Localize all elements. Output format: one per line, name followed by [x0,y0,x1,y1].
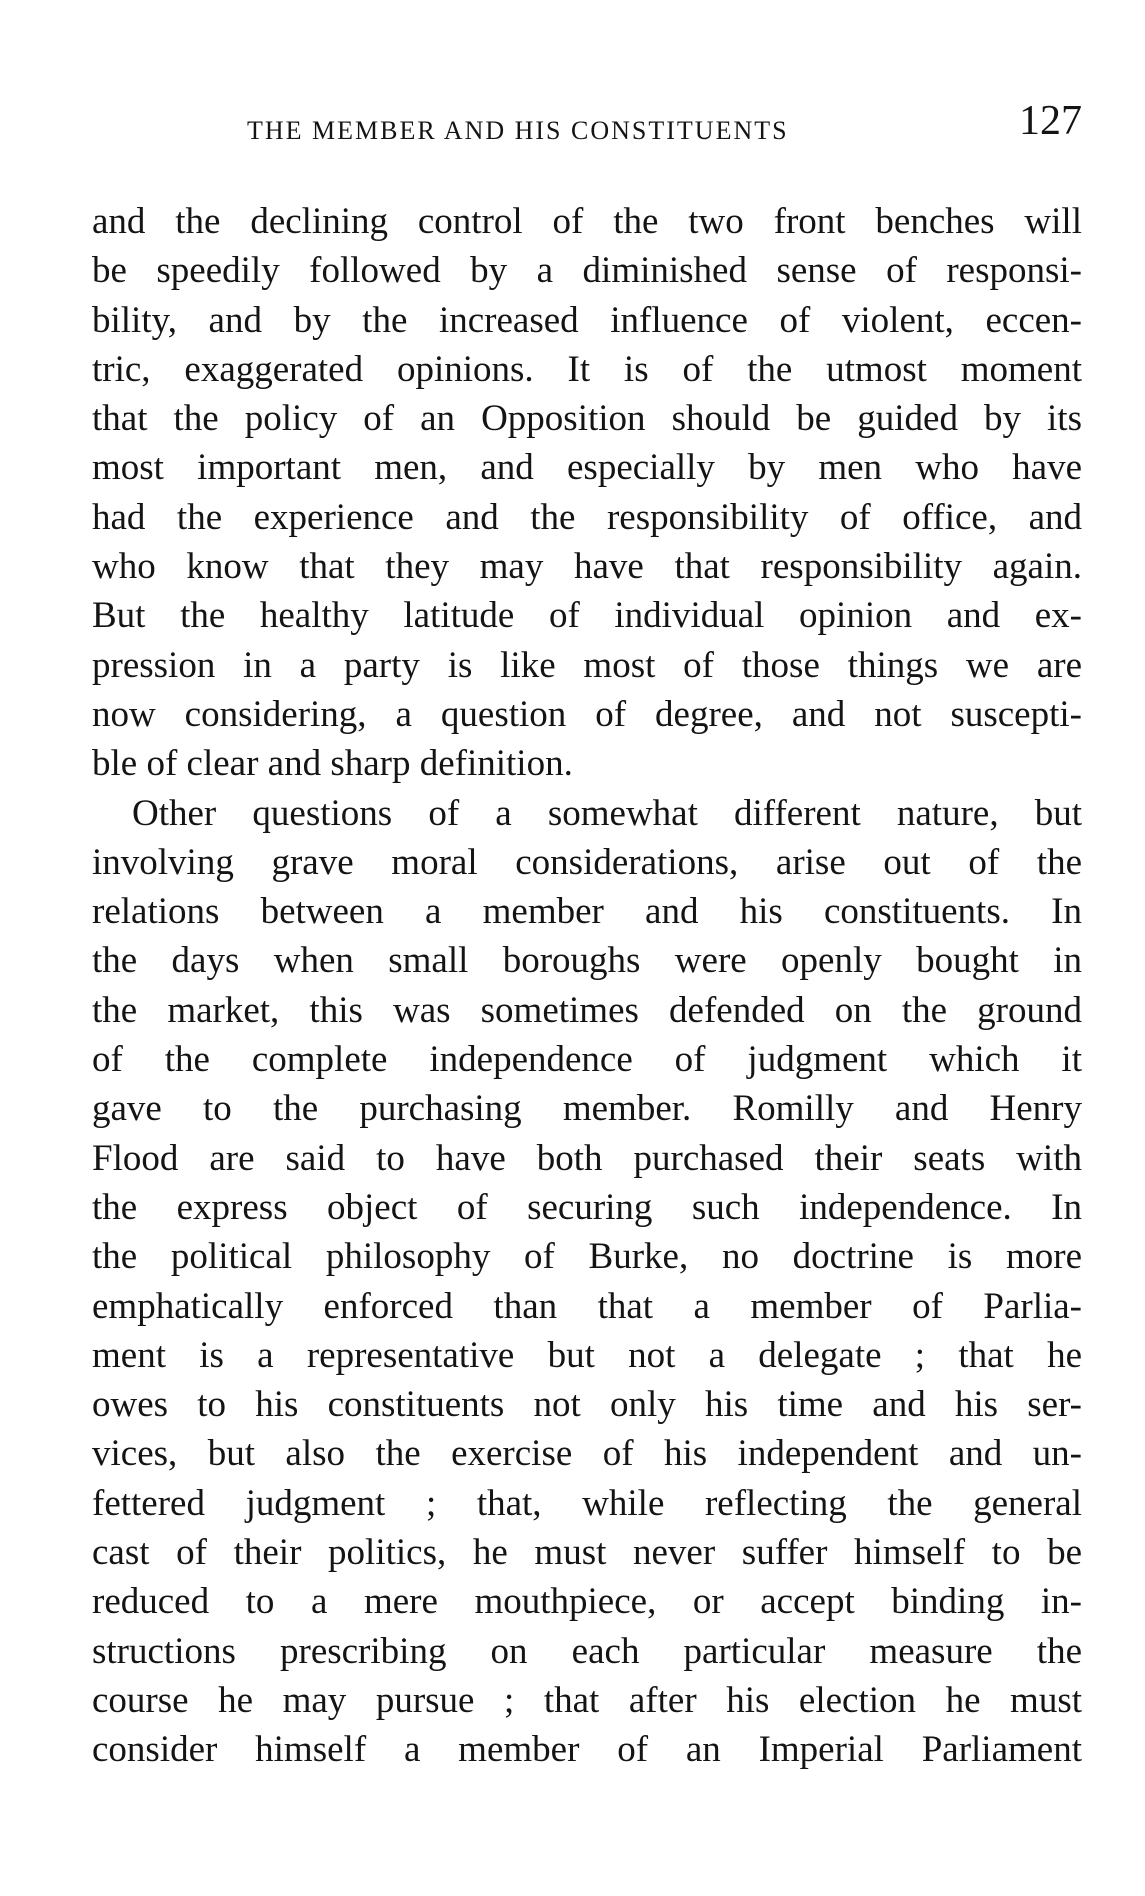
text-line: now considering, a question of degree, and not suscepti- [92,693,1082,735]
text-line: who know that they may have that responsibility again. [92,546,1082,588]
text-line: ble of clear and sharp definition. [92,743,573,785]
text-line: ment is a representative but not a delegate ; that he [92,1334,1082,1376]
text-line: the days when small boroughs were openly bought in [92,940,1082,982]
text-line: cast of their politics, he must never suffer himself to be [92,1532,1082,1574]
text-line: Other questions of a somewhat different nature, but [132,792,1082,834]
text-line: fettered judgment ; that, while reflecting the general [92,1482,1082,1524]
paragraph-1 [92,197,1082,789]
text-line: reduced to a mere mouthpiece, or accept binding in- [92,1581,1082,1623]
running-title: THE MEMBER AND HIS CONSTITUENTS [247,116,789,145]
text-line: the market, this was sometimes defended on the ground [92,989,1082,1031]
running-head [92,100,1082,160]
text-line: involving grave moral considerations, arise out of the [92,841,1082,883]
text-line: be speedily followed by a diminished sense of responsi- [92,250,1082,292]
text-line: most important men, and especially by men who have [92,447,1082,489]
text-line: that the policy of an Opposition should be guided by its [92,398,1082,440]
text-line: emphatically enforced than that a member of Parlia- [92,1285,1082,1327]
text-line: But the healthy latitude of individual opinion and ex- [92,595,1082,637]
text-line: structions prescribing on each particular measure the [92,1630,1082,1672]
text-line: relations between a member and his constituents. In [92,891,1082,933]
text-line: gave to the purchasing member. Romilly and Henry [92,1088,1082,1130]
text-line: the political philosophy of Burke, no doctrine is more [92,1236,1082,1278]
text-line: had the experience and the responsibility of office, and [92,496,1082,538]
text-line: Flood are said to have both purchased their seats with [92,1137,1082,1179]
text-line: pression in a party is like most of those things we are [92,644,1082,686]
text-line: bility, and by the increased influence of violent, eccen- [92,299,1082,341]
text-line: tric, exaggerated opinions. It is of the utmost moment [92,348,1082,390]
body-text [92,197,1082,1775]
text-line: consider himself a member of an Imperial Parliament [92,1729,1082,1771]
text-line: vices, but also the exercise of his independent and un- [92,1433,1082,1475]
text-line: owes to his constituents not only his time and his ser- [92,1384,1082,1426]
text-line: of the complete independence of judgment which it [92,1039,1082,1081]
paragraph-2 [92,789,1082,1775]
text-line: course he may pursue ; that after his election he must [92,1679,1082,1721]
text-line: and the declining control of the two front benches will [92,201,1082,242]
text-line: the express object of securing such independence. In [92,1186,1082,1228]
page-number: 127 [1019,98,1082,144]
